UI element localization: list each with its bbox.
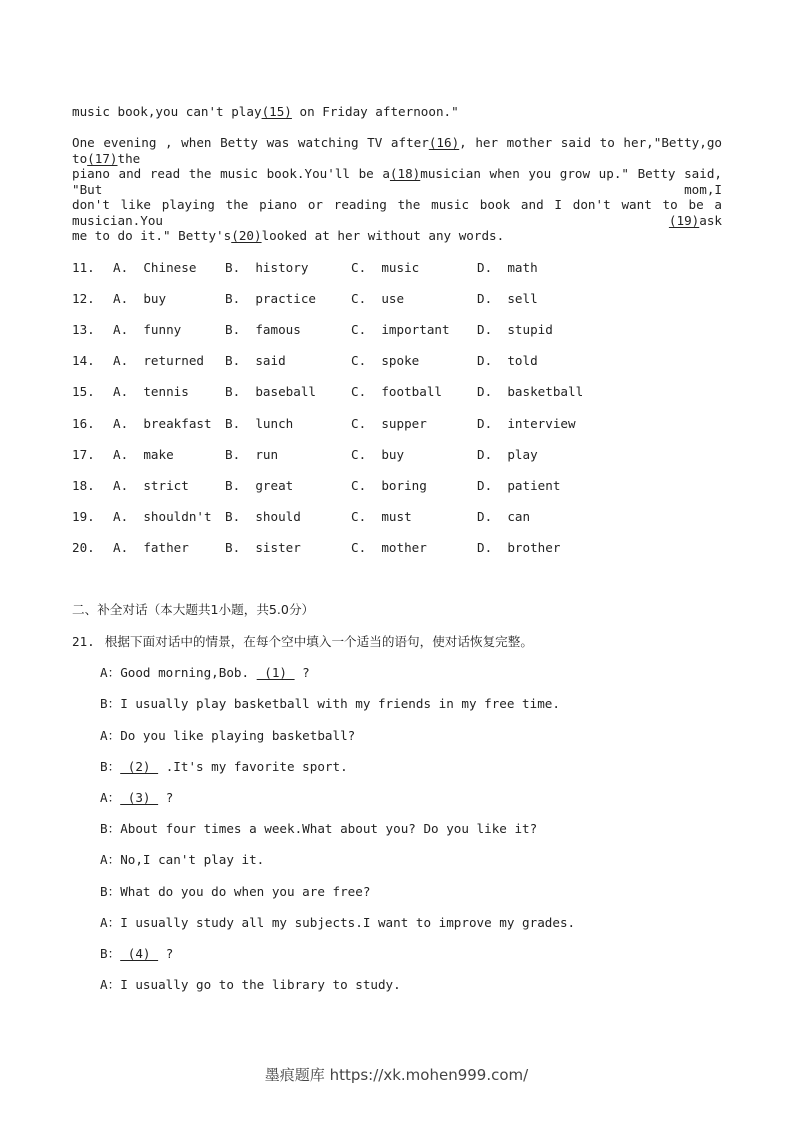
option-a: A. shouldn't (113, 509, 212, 524)
option-c: C. football (351, 384, 442, 399)
question-row (72, 322, 553, 338)
question-number: 13. (72, 322, 95, 337)
question-instruction: 根据下面对话中的情景，在每个空中填入一个适当的语句，使对话恢复完整。 (104, 634, 533, 649)
dialogue-line (100, 665, 310, 681)
option-b: B. history (225, 260, 309, 275)
passage-text: ask (699, 213, 722, 228)
passage-text: looked at her without any words. (261, 228, 505, 243)
footer-url: 墨痕题库 https://xk.mohen999.com/ (264, 1066, 529, 1084)
dialogue-text: ? (158, 790, 174, 805)
speaker: A： (100, 852, 121, 867)
blank-19: (19) (668, 213, 700, 228)
dialogue-text: Good morning,Bob. (120, 665, 257, 680)
option-b: B. famous (225, 322, 301, 337)
option-b: B. baseball (225, 384, 316, 399)
option-b: B. said (225, 353, 286, 368)
dialogue-text: No,I can't play it. (120, 852, 265, 867)
dialogue-line (100, 696, 560, 712)
option-b: B. practice (225, 291, 316, 306)
speaker: A： (100, 728, 121, 743)
dialogue-text: Do you like playing basketball? (120, 728, 356, 743)
option-d: D. patient (477, 478, 561, 493)
option-b: B. lunch (225, 416, 294, 431)
option-d: D. told (477, 353, 538, 368)
option-a: A. returned (113, 353, 204, 368)
option-d: D. sell (477, 291, 538, 306)
option-b: B. run (225, 447, 279, 462)
dialogue-line (100, 977, 401, 993)
blank-15: (15) (261, 104, 292, 119)
question-row (72, 353, 538, 369)
option-a: A. funny (113, 322, 182, 337)
dialogue-blank: (1) (256, 665, 295, 680)
speaker: B： (100, 696, 121, 711)
question-number: 19. (72, 509, 95, 524)
dialogue-blank: (4) (120, 946, 159, 961)
blank-18: (18) (389, 166, 421, 181)
passage-text: don't like playing the piano or reading the music book and I don't want to be a musician.You (72, 197, 722, 228)
option-c: C. use (351, 291, 405, 306)
passage-line-3 (72, 166, 722, 198)
question-row (72, 416, 576, 432)
dialogue-line (100, 884, 370, 900)
speaker: A： (100, 665, 121, 680)
passage-text: musician when you grow up." Betty said, "But mom,I (72, 166, 723, 197)
dialogue-blank: (2) (120, 759, 159, 774)
option-a: A. breakfast (113, 416, 212, 431)
speaker: A： (100, 790, 121, 805)
passage-text: music book,you can't play (72, 104, 262, 119)
passage-line-4 (72, 197, 722, 229)
passage-text: piano and read the music book.You'll be a (72, 166, 390, 181)
dialogue-text: ? (294, 665, 310, 680)
option-d: D. math (477, 260, 538, 275)
question-row (72, 447, 538, 463)
question-row (72, 384, 584, 400)
question-row (72, 478, 561, 494)
question-number: 18. (72, 478, 95, 493)
option-b: B. great (225, 478, 294, 493)
passage-text: , her mother said to her,"Betty,go to (72, 135, 722, 166)
dialogue-text: About four times a week.What about you? Do you like it? (120, 821, 538, 836)
option-a: A. Chinese (113, 260, 197, 275)
dialogue-line (100, 728, 355, 744)
speaker: A： (100, 977, 121, 992)
dialogue-line (100, 821, 537, 837)
option-a: A. strict (113, 478, 189, 493)
dialogue-text: I usually play basketball with my friends in my free time. (120, 696, 560, 711)
blank-17: (17) (87, 151, 118, 166)
passage-text: on Friday afternoon." (291, 104, 459, 119)
question-number: 20. (72, 540, 95, 555)
option-a: A. buy (113, 291, 167, 306)
dialogue-text: What do you do when you are free? (120, 884, 371, 899)
question-row (72, 540, 561, 556)
dialogue-text: I usually study all my subjects.I want to improve my grades. (120, 915, 576, 930)
option-c: C. must (351, 509, 412, 524)
option-d: D. brother (477, 540, 561, 555)
section-title: 二、补全对话（本大题共1小题，共5.0分） (72, 602, 315, 617)
speaker: B： (100, 821, 121, 836)
blank-16: (16) (428, 135, 460, 150)
dialogue-line (100, 946, 173, 962)
question-number: 11. (72, 260, 95, 275)
passage-text: One evening , when Betty was watching TV after (72, 135, 429, 150)
question-row (72, 260, 538, 276)
option-b: B. should (225, 509, 301, 524)
option-c: C. important (351, 322, 450, 337)
dialogue-blank: (3) (120, 790, 159, 805)
question-21 (72, 634, 533, 650)
question-row (72, 509, 531, 525)
option-d: D. can (477, 509, 531, 524)
question-number: 16. (72, 416, 95, 431)
question-number: 12. (72, 291, 95, 306)
option-c: C. music (351, 260, 420, 275)
dialogue-text: ? (158, 946, 174, 961)
question-row (72, 291, 538, 307)
blank-20: (20) (231, 228, 262, 243)
option-c: C. boring (351, 478, 427, 493)
option-a: A. make (113, 447, 174, 462)
question-number: 15. (72, 384, 95, 399)
speaker: B： (100, 884, 121, 899)
question-number: 21. (72, 634, 95, 649)
passage-line-2 (72, 135, 722, 167)
dialogue-line (100, 852, 264, 868)
option-a: A. tennis (113, 384, 189, 399)
dialogue-text: I usually go to the library to study. (120, 977, 401, 992)
option-c: C. spoke (351, 353, 420, 368)
speaker: A： (100, 915, 121, 930)
dialogue-line (100, 759, 348, 775)
passage-line-1 (72, 104, 459, 120)
option-b: B. sister (225, 540, 301, 555)
option-d: D. interview (477, 416, 576, 431)
option-c: C. supper (351, 416, 427, 431)
option-c: C. buy (351, 447, 405, 462)
option-a: A. father (113, 540, 189, 555)
speaker: B： (100, 946, 121, 961)
dialogue-text: .It's my favorite sport. (158, 759, 348, 774)
question-number: 17. (72, 447, 95, 462)
question-number: 14. (72, 353, 95, 368)
option-c: C. mother (351, 540, 427, 555)
dialogue-line (100, 790, 173, 806)
speaker: B： (100, 759, 121, 774)
option-d: D. play (477, 447, 538, 462)
option-d: D. stupid (477, 322, 553, 337)
dialogue-line (100, 915, 575, 931)
passage-text: me to do it." Betty's (72, 228, 232, 243)
passage-text: the (117, 151, 141, 166)
option-d: D. basketball (477, 384, 584, 399)
passage-line-5 (72, 228, 504, 244)
